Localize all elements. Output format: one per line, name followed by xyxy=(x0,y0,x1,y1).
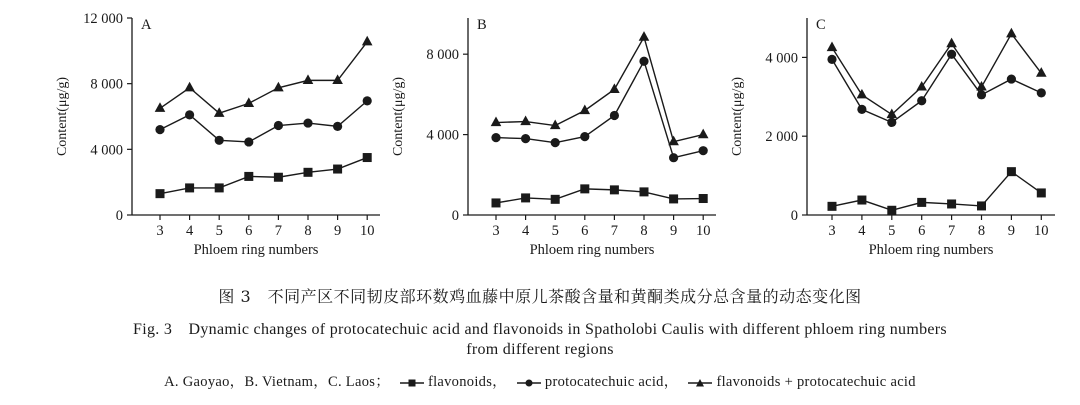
panel-c-x-tick-label: 3 xyxy=(828,223,836,239)
panel-c-triangle-marker xyxy=(1006,28,1017,38)
panel-b-x-tick-label: 8 xyxy=(640,223,648,239)
panel-c-x-tick-label: 10 xyxy=(1034,223,1049,239)
panel-a-x-tick-label: 7 xyxy=(274,223,283,239)
panel-b-x-tick-label: 3 xyxy=(492,223,500,239)
panel-c-square-marker xyxy=(1007,167,1016,176)
panel-b-label: B xyxy=(477,17,487,33)
panel-b-circle-marker xyxy=(521,134,530,143)
panel-a-label: A xyxy=(141,17,152,33)
panel-a-circle-series-line xyxy=(160,101,367,142)
legend-circle-marker-icon xyxy=(517,378,541,388)
panel-a-y-axis-title: Content(μg/g) xyxy=(55,76,70,157)
panel-b-square-marker xyxy=(610,185,619,194)
panel-a-x-axis-title: Phloem ring numbers xyxy=(193,242,319,258)
panel-a-circle-marker xyxy=(155,125,164,134)
panel-a-square-marker xyxy=(274,173,283,182)
panel-a-circle-marker xyxy=(363,96,372,105)
panel-b-x-tick-label: 7 xyxy=(610,223,619,239)
panel-a-circle-marker xyxy=(333,122,342,131)
panel-c-y-tick-label: 2 000 xyxy=(765,129,798,146)
legend-entry-flavonoids xyxy=(400,370,507,391)
panel-c-circle-marker xyxy=(857,105,866,114)
panel-a-triangle-marker xyxy=(303,74,314,84)
panel-b-square-marker xyxy=(699,194,708,203)
panel-a-square-marker xyxy=(244,172,253,181)
panel-a-triangle-marker xyxy=(184,82,195,92)
panel-b-triangle-marker xyxy=(520,116,531,126)
panel-c-x-tick-label: 6 xyxy=(918,223,926,239)
legend-regions: A. Gaoyao，B. Vietnam，C. Laos； xyxy=(164,374,390,390)
panel-a-square-marker xyxy=(215,183,224,192)
panel-a-square-marker xyxy=(156,189,165,198)
panel-c-square-marker xyxy=(1037,188,1046,197)
panel-c-label: C xyxy=(816,17,826,33)
panel-b-circle-marker xyxy=(580,132,589,141)
panel-a-square-marker xyxy=(304,168,313,177)
panel-c-x-tick-label: 8 xyxy=(977,223,986,239)
panel-c-square-marker xyxy=(947,199,956,208)
panel-a-circle-marker xyxy=(215,136,224,145)
panel-c-y-tick-label: 4 000 xyxy=(765,50,798,67)
panel-a-y-tick-label: 4 000 xyxy=(90,142,123,159)
panel-a-x-tick-label: 4 xyxy=(185,223,194,239)
panel-c-circle-marker xyxy=(977,90,986,99)
panel-a-circle-marker xyxy=(274,121,283,130)
panel-b-square-marker xyxy=(492,198,501,207)
panel-b-y-axis-title: Content(μg/g) xyxy=(391,76,406,157)
panel-c-triangle-series-line xyxy=(832,34,1041,115)
legend-square-marker-icon xyxy=(400,378,424,388)
panel-c-square-marker xyxy=(828,202,837,211)
panel-a-triangle-marker xyxy=(362,36,373,46)
panel-b-triangle-marker xyxy=(639,31,650,41)
panel-a-x-tick-label: 10 xyxy=(359,223,375,239)
panel-b-triangle-marker xyxy=(580,104,591,114)
panel-c-x-axis-title: Phloem ring numbers xyxy=(868,242,994,258)
panel-b-circle-marker xyxy=(639,57,648,66)
panel-b-y-tick-label: 4 000 xyxy=(426,127,459,144)
panel-b-circle-marker xyxy=(669,153,678,162)
panel-c-y-tick-label: 0 xyxy=(790,208,798,224)
panel-c-circle-marker xyxy=(887,118,896,127)
panel-b-x-tick-label: 5 xyxy=(551,223,559,239)
caption-english-line1: Fig. 3 Dynamic changes of protocatechuic acid and flavonoids in Spatholobi Caulis with different phloem ring numbers xyxy=(133,321,947,338)
panel-a-y-tick-label: 0 xyxy=(115,208,123,224)
panel-b-circle-marker xyxy=(491,133,500,142)
panel-c-triangle-marker xyxy=(946,38,957,48)
legend-label-flavonoids: flavonoids， xyxy=(427,374,507,390)
panel-b-x-tick-label: 6 xyxy=(581,223,589,239)
panel-c-x-tick-label: 4 xyxy=(858,223,866,239)
panel-a-triangle-marker xyxy=(155,102,166,112)
panel-b-triangle-marker xyxy=(491,117,502,127)
panel-b-circle-marker xyxy=(699,146,708,155)
panel-c-x-tick-label: 7 xyxy=(947,223,956,239)
panel-b-square-marker xyxy=(640,187,649,196)
panel-a-square-marker xyxy=(185,183,194,192)
legend-triangle-marker-icon xyxy=(688,378,712,388)
panel-c-triangle-marker xyxy=(827,42,838,52)
panel-b-triangle-marker xyxy=(609,83,620,93)
panel-c-circle-marker xyxy=(827,55,836,64)
panel-b-square-marker xyxy=(521,193,530,202)
panel-a-circle-marker xyxy=(185,110,194,119)
panel-c-circle-marker xyxy=(917,96,926,105)
legend-entry-protocatechuic-acid xyxy=(517,370,679,391)
panel-c-square-marker xyxy=(887,206,896,215)
panel-b-square-marker xyxy=(551,195,560,204)
panel-b-circle-marker xyxy=(551,138,560,147)
panel-a-square-marker xyxy=(363,153,372,162)
legend xyxy=(0,370,1080,391)
legend-entry-total xyxy=(688,374,915,391)
panel-c-square-marker xyxy=(857,196,866,205)
panel-a-x-tick-label: 8 xyxy=(304,223,312,239)
panel-a-square-marker xyxy=(333,165,342,174)
panel-b-x-tick-label: 4 xyxy=(521,223,530,239)
panel-c-x-tick-label: 5 xyxy=(888,223,896,239)
panel-b-circle-marker xyxy=(610,111,619,120)
panel-a-circle-marker xyxy=(244,137,253,146)
panel-a-x-tick-label: 3 xyxy=(156,223,164,239)
panel-c-circle-marker xyxy=(1007,74,1016,83)
legend-label-total: flavonoids + protocatechuic acid xyxy=(716,374,916,390)
panel-a-x-tick-label: 6 xyxy=(245,223,253,239)
legend-label-protocatechuic-acid: protocatechuic acid， xyxy=(544,374,679,390)
panel-a-circle-marker xyxy=(303,118,312,127)
panel-a-y-tick-label: 12 000 xyxy=(83,11,123,27)
panel-c-x-tick-label: 9 xyxy=(1007,223,1016,239)
panel-b-triangle-marker xyxy=(698,129,709,139)
panel-b-x-tick-label: 10 xyxy=(695,223,711,239)
panel-b-x-tick-label: 9 xyxy=(669,223,678,239)
panel-c-circle-marker xyxy=(947,50,956,59)
panel-b-x-axis-title: Phloem ring numbers xyxy=(529,242,655,258)
panel-b-square-marker xyxy=(669,194,678,203)
panel-b-y-tick-label: 0 xyxy=(451,208,459,224)
panel-a-x-tick-label: 9 xyxy=(333,223,342,239)
panel-c-circle-marker xyxy=(1037,88,1046,97)
panel-c-y-axis-title: Content(μg/g) xyxy=(730,76,745,157)
panel-c-triangle-marker xyxy=(887,109,898,119)
panel-a-x-tick-label: 5 xyxy=(215,223,223,239)
panel-a-y-tick-label: 8 000 xyxy=(90,76,123,93)
panel-c-square-marker xyxy=(917,198,926,207)
panel-b-square-marker xyxy=(580,184,589,193)
caption-english-line2: from different regions xyxy=(466,341,614,358)
panel-c-square-marker xyxy=(977,201,986,210)
caption-chinese: 图 3 不同产区不同韧皮部环数鸡血藤中原儿茶酸含量和黄酮类成分总含量的动态变化图 xyxy=(218,287,862,306)
panel-b-y-tick-label: 8 000 xyxy=(426,47,459,64)
